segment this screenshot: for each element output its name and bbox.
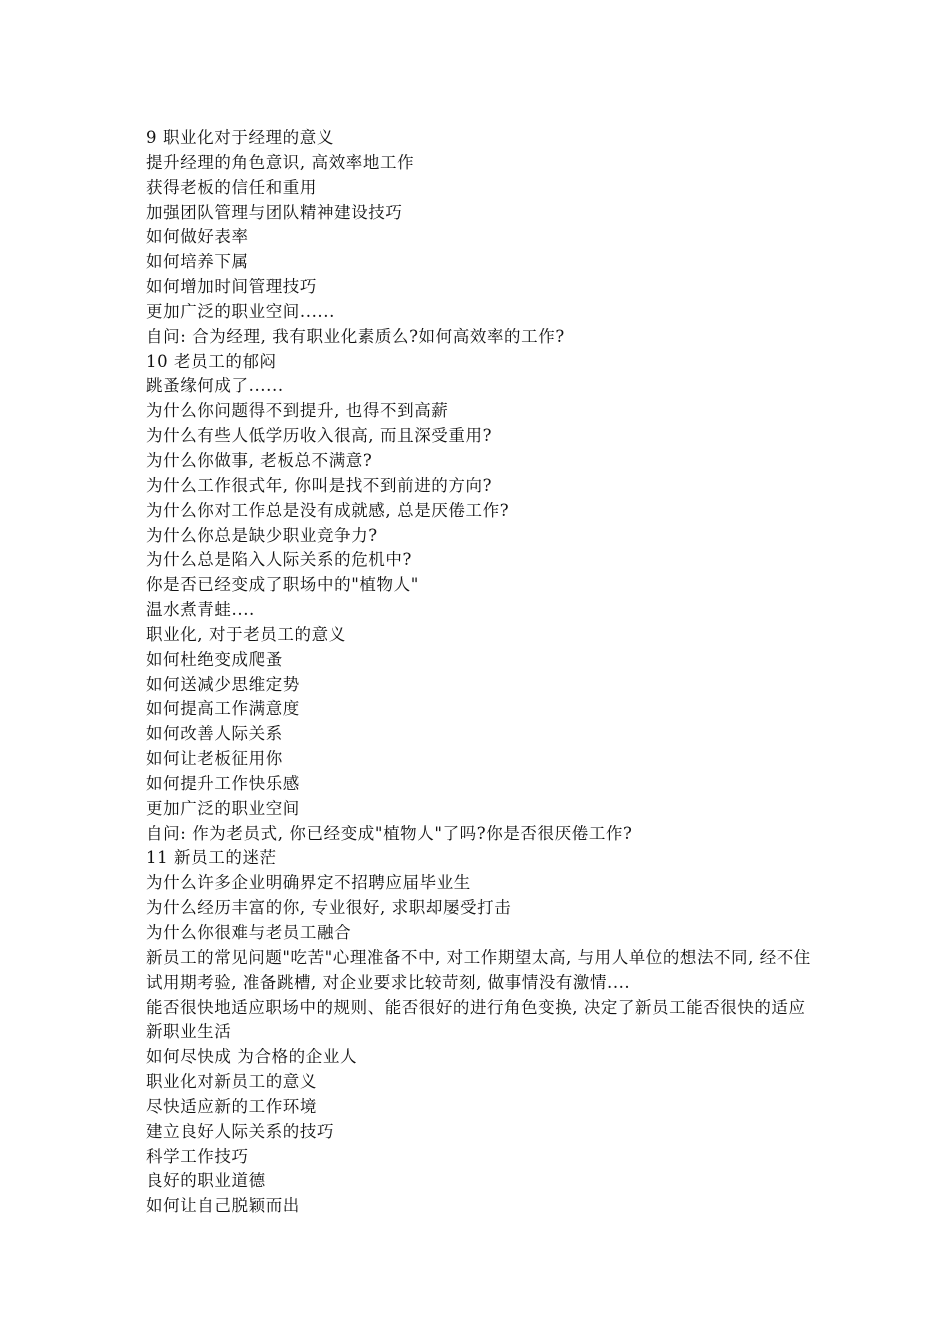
text-line: 为什么总是陷入人际关系的危机中? — [146, 550, 412, 570]
text-line: 尽快适应新的工作环境 — [146, 1096, 317, 1116]
text-line: 职业化, 对于老员工的意义 — [146, 624, 346, 644]
text-line: 跳蚤缘何成了...... — [146, 376, 284, 396]
text-line: 温水煮青蛙.... — [146, 600, 255, 620]
text-line: 科学工作技巧 — [146, 1146, 249, 1166]
text-line: 自问: 合为经理, 我有职业化素质么?如何高效率的工作? — [146, 326, 565, 346]
text-line: 良好的职业道德 — [146, 1171, 266, 1191]
text-line: 加强团队管理与团队精神建设技巧 — [146, 202, 403, 222]
paragraph: 能否很快地适应职场中的规则、能否很好的进行角色变换, 决定了新员工能否很快的适应新职业生活 — [146, 997, 806, 1042]
document-body — [146, 126, 811, 1219]
text-line: 如何改善人际关系 — [146, 724, 283, 744]
text-line: 为什么你很难与老员工融合 — [146, 923, 352, 942]
text-line: 如何杜绝变成爬蚤 — [146, 649, 283, 669]
text-line: 如何增加时间管理技巧 — [146, 277, 317, 297]
text-line: 更加广泛的职业空间...... — [146, 301, 335, 321]
text-line: 获得老板的信任和重用 — [146, 177, 317, 197]
section-heading-11: 11 新员工的迷茫 — [146, 848, 277, 868]
text-line: 为什么你总是缺少职业竞争力? — [146, 525, 378, 545]
text-line: 提升经理的角色意识, 高效率地工作 — [146, 152, 415, 172]
text-line: 如何做好表率 — [146, 227, 249, 247]
text-line: 如何让老板征用你 — [146, 749, 283, 769]
text-line: 如何尽快成 为合格的企业人 — [146, 1047, 358, 1067]
paragraph: 新员工的常见问题"吃苦"心理准备不中, 对工作期望太高, 与用人单位的想法不同, 经不住试用期考验, 准备跳槽, 对企业要求比较苛刻, 做事情没有激情.... — [146, 947, 811, 992]
text-line: 为什么你做事, 老板总不满意? — [146, 450, 373, 470]
text-line: 如何送减少思维定势 — [146, 674, 300, 694]
text-line: 为什么经历丰富的你, 专业很好, 求职却屡受打击 — [146, 898, 512, 918]
text-line: 为什么你对工作总是没有成就感, 总是厌倦工作? — [146, 500, 510, 520]
text-line: 为什么你问题得不到提升, 也得不到高薪 — [146, 401, 449, 421]
text-line: 更加广泛的职业空间 — [146, 798, 300, 818]
text-line: 职业化对新员工的意义 — [146, 1072, 317, 1092]
text-line: 你是否已经变成了职场中的"植物人" — [146, 575, 419, 595]
text-line: 建立良好人际关系的技巧 — [146, 1121, 335, 1141]
text-line: 如何提高工作满意度 — [146, 699, 300, 719]
text-line: 如何让自己脱颖而出 — [146, 1196, 300, 1216]
section-heading-9: 9 职业化对于经理的意义 — [146, 128, 334, 147]
text-line: 为什么许多企业明确界定不招聘应届毕业生 — [146, 873, 471, 893]
text-line: 为什么有些人低学历收入很高, 而且深受重用? — [146, 426, 493, 446]
section-heading-10: 10 老员工的郁闷 — [146, 351, 277, 371]
text-line: 为什么工作很式年, 你叫是找不到前进的方向? — [146, 475, 493, 495]
text-line: 如何提升工作快乐感 — [146, 773, 300, 793]
text-line: 如何培养下属 — [146, 252, 249, 272]
text-line: 自问: 作为老员式, 你已经变成"植物人"了吗?你是否很厌倦工作? — [146, 823, 633, 843]
